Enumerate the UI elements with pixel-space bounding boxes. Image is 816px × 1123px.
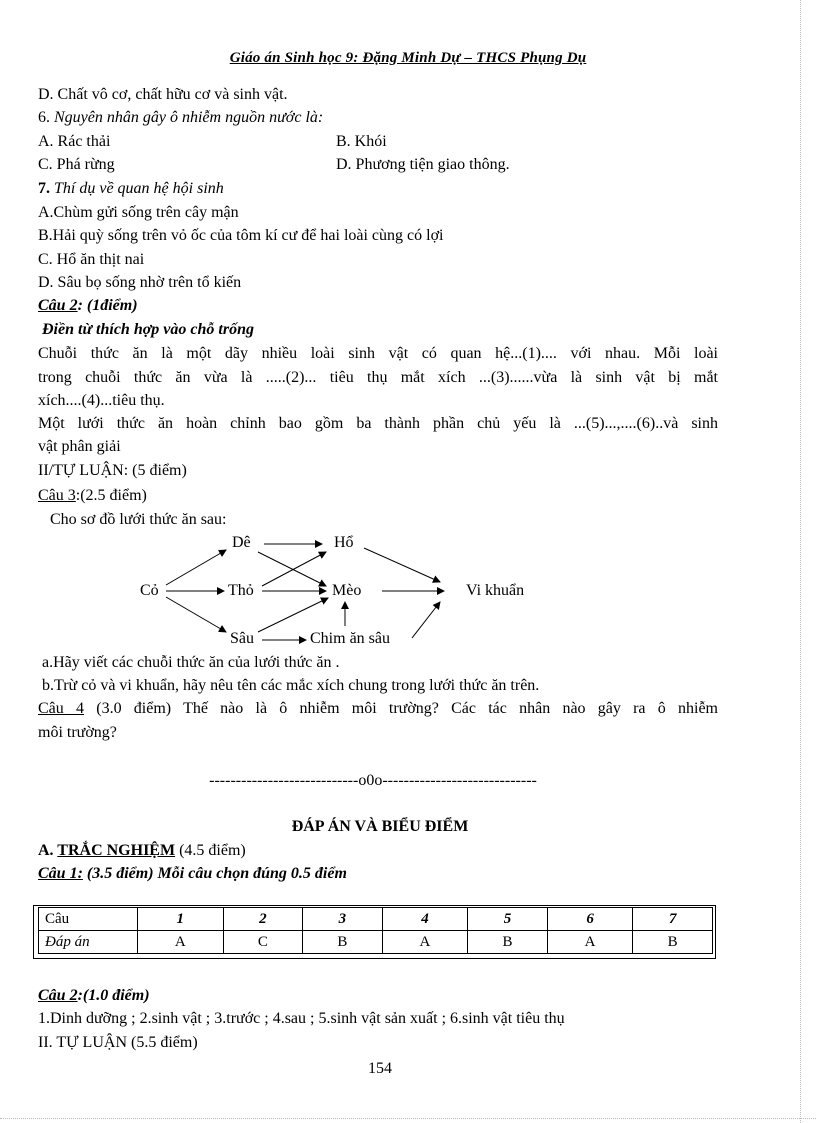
cau3-points: :(2.5 điểm) [75,487,147,504]
table-cell-answer: B [303,931,383,954]
node-tho: Thỏ [228,582,254,599]
table-cell-number: 2 [223,908,303,931]
table-cell-label: Đáp án [39,931,138,954]
table-cell-number: 4 [382,908,468,931]
separator: ----------------------------o0o----------------------------- [209,772,537,789]
table-cell-number: 6 [547,908,633,931]
cau4-label: Câu 4 [38,700,85,717]
answer-table-row-numbers [39,908,713,931]
answer-title: ĐÁP ÁN VÀ BIỂU ĐIỂM [291,818,469,835]
arrow-co-sau [166,597,226,632]
page-header: Giáo án Sinh học 9: Đặng Minh Dự – THCS Phụng Dụ [229,50,587,66]
node-meo: Mèo [332,582,362,599]
q7-number: 7. [38,180,50,197]
part2-title: II/TỰ LUẬN: (5 điểm) [38,462,187,479]
page-border-bottom [0,1118,816,1119]
ans-cau2-heading [38,987,150,1005]
q7-text: Thí dụ về quan hệ hội sinh [54,180,224,197]
cau3-question-b: b.Trừ cỏ và vi khuẩn, hãy nêu tên các mắc xích chung trong lưới thức ăn trên. [42,677,540,694]
table-cell-answer: A [547,931,633,954]
cau2-para2-line2: vật phân giải [38,438,121,455]
table-cell-number: 1 [138,908,224,931]
cau2-label: Câu 2 [38,297,78,314]
table-cell-number: 7 [633,908,713,931]
arrow-ho-vikhuan [364,548,440,582]
cau2-para1-line2: trong chuỗi thức ăn vừa là .....(2)... tiêu thụ mắt xích ...(3)......vừa là sinh vật bị mắt [38,369,718,386]
ans-cau2-label: Câu 2 [38,987,78,1004]
q6-option-b: B. Khói [336,133,387,150]
cau3-intro: Cho sơ đồ lưới thức ăn sau: [50,511,227,528]
cau3-label: Câu 3 [38,487,76,504]
q6-option-d: D. Phương tiện giao thông. [336,156,510,173]
node-sau: Sâu [230,630,254,647]
cau4-line1 [38,700,718,718]
arrow-co-de [166,550,226,585]
node-co: Cỏ [140,582,159,599]
node-de: Dê [232,534,251,551]
ans-cau2-content: 1.Dinh dưỡng ; 2.sinh vật ; 3.trước ; 4.sau ; 5.sinh vật sản xuất ; 6.sinh vật tiêu thụ [38,1010,565,1027]
table-cell-answer: B [633,931,713,954]
table-cell-answer: B [468,931,548,954]
ans-cau1-heading [38,865,347,883]
cau2-para1-line3: xích....(4)...tiêu thụ. [38,392,165,409]
node-chim: Chim ăn sâu [310,630,390,647]
cau2-para1-line1: Chuỗi thức ăn là một dãy nhiều loài sinh vật có quan hệ...(1).... với nhau. Mỗi loài [38,345,718,362]
cau4-text: (3.0 điểm) Thế nào là ô nhiễm môi trường? Các tác nhân nào gây ra ô nhiễm [84,700,718,717]
ans-cau1-label: Câu 1: [38,865,83,882]
cau3-question-a: a.Hãy viết các chuỗi thức ăn của lưới thức ăn . [42,654,340,671]
node-vikhuan: Vi khuẩn [466,582,525,599]
page-border-right [800,0,801,1123]
page-number: 154 [368,1060,392,1077]
q7-option-c: C. Hổ ăn thịt nai [38,251,145,268]
table-cell-answer: A [382,931,468,954]
table-cell-answer: A [138,931,224,954]
q6-text: Nguyên nhân gây ô nhiễm nguồn nước là: [54,109,324,126]
q7-option-d: D. Sâu bọ sống nhờ trên tổ kiến [38,274,242,291]
ans-cau1-text: (3.5 điểm) Mỗi câu chọn đúng 0.5 điểm [82,865,347,882]
cau2-para2-line1: Một lưới thức ăn hoàn chỉnh bao gồm ba thành phần chủ yếu là ...(5)...,....(6)..và sinh [38,415,718,432]
section-a-prefix: A. [38,842,54,859]
q6-option-a: A. Rác thải [38,133,111,150]
cau2-points: : (1điểm) [77,297,138,314]
cau4-line2: môi trường? [38,724,117,741]
table-cell-label: Câu [39,908,138,931]
arrow-sau-meo [258,598,328,632]
q7-option-b: B.Hải quỳ sống trên vỏ ốc của tôm kí cư để hai loài cùng có lợi [38,227,444,244]
answer-table-row-answers [39,931,713,954]
arrow-chim-vikhuan [412,602,440,638]
section-a-heading [38,842,246,860]
q7-option-a: A.Chùm gửi sống trên cây mận [38,204,239,221]
table-cell-number: 3 [303,908,383,931]
cau2-instruction: Điền từ thích hợp vào chỗ trống [42,321,254,338]
section-a-points: (4.5 điểm) [175,842,246,859]
table-cell-answer: C [223,931,303,954]
q6-option-c: C. Phá rừng [38,156,115,173]
section-a-title: TRẮC NGHIỆM [57,842,176,859]
answer-table [38,907,713,954]
table-cell-number: 5 [468,908,548,931]
ans-cau2-text: :(1.0 điểm) [77,987,150,1004]
q6-number: 6. [38,109,50,126]
q5-option-d: D. Chất vô cơ, chất hữu cơ và sinh vật. [38,86,288,103]
node-ho: Hổ [334,534,354,551]
ans-part2-title: II. TỰ LUẬN (5.5 điểm) [38,1034,198,1051]
